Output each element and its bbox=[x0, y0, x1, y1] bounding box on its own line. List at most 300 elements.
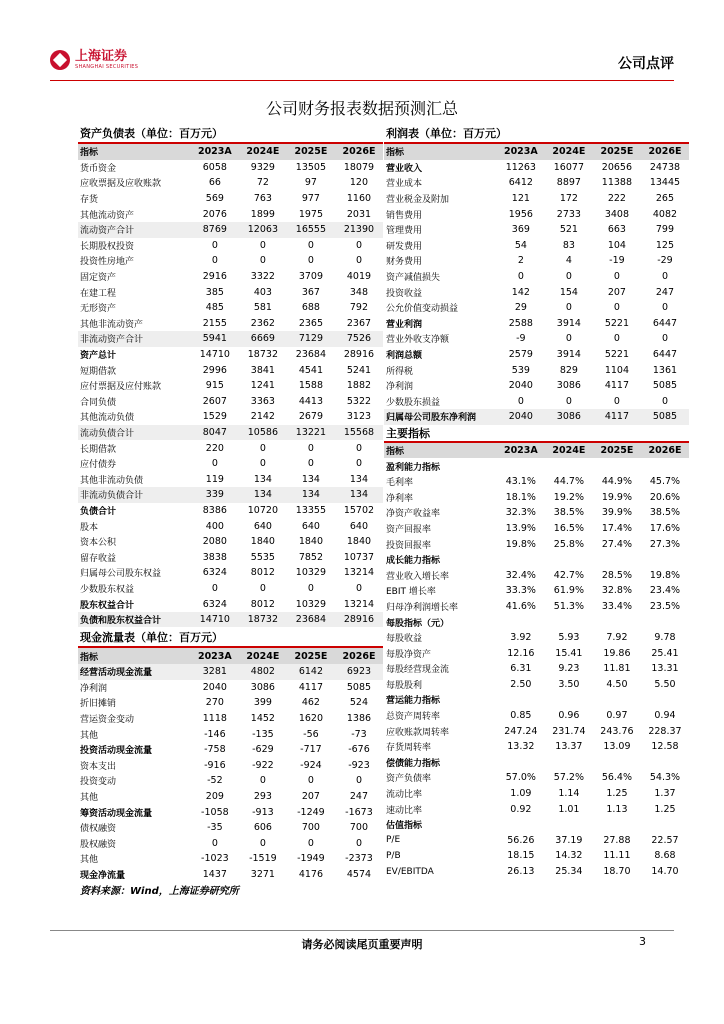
cell-value: 51.3% bbox=[553, 600, 584, 612]
cell-value: 2607 bbox=[202, 395, 227, 407]
cell-value: 0 bbox=[211, 239, 218, 251]
row-label: 投资回报率 bbox=[386, 540, 432, 551]
cell-value: 700 bbox=[349, 822, 369, 834]
cell-value: 83 bbox=[562, 239, 575, 251]
table-row bbox=[384, 770, 689, 786]
cell-value: -146 bbox=[204, 728, 226, 740]
cell-value: -717 bbox=[300, 744, 322, 756]
row-label: 无形资产 bbox=[80, 304, 117, 315]
table-row bbox=[384, 755, 689, 771]
table-row bbox=[78, 789, 383, 805]
cell-value: 18.1% bbox=[505, 491, 536, 503]
row-label: 营业外收支净额 bbox=[386, 335, 450, 346]
cell-value: 11388 bbox=[601, 177, 633, 189]
table-row bbox=[78, 425, 383, 441]
cell-value: 9.23 bbox=[558, 663, 580, 675]
cell-value: 209 bbox=[205, 791, 224, 803]
cell-value: 1.09 bbox=[510, 788, 532, 800]
cell-value: 0 bbox=[355, 775, 362, 787]
cell-value: 539 bbox=[511, 364, 530, 376]
row-label: 其他 bbox=[80, 730, 99, 741]
cell-value: 19.9% bbox=[601, 491, 633, 503]
cell-value: -629 bbox=[252, 744, 274, 756]
cell-value: 4019 bbox=[346, 271, 372, 283]
cell-value: 4117 bbox=[604, 380, 630, 392]
cell-value: 13214 bbox=[343, 598, 375, 610]
cell-value: 134 bbox=[287, 487, 335, 503]
row-label: 经营活动现金流量 bbox=[78, 664, 191, 680]
cell-value: 977 bbox=[301, 193, 320, 205]
row-label: 流动比率 bbox=[386, 790, 423, 801]
cell-value: 9329 bbox=[250, 161, 275, 173]
cell-value: 13.9% bbox=[505, 522, 536, 534]
table-row bbox=[384, 347, 689, 363]
cell-value: 2679 bbox=[298, 411, 324, 423]
cell-value: 8386 bbox=[202, 504, 227, 516]
row-label: 现金净流量 bbox=[80, 871, 126, 882]
table-row bbox=[78, 440, 383, 456]
row-label: 在建工程 bbox=[80, 288, 117, 299]
cell-value: 24738 bbox=[649, 161, 681, 173]
table-row bbox=[384, 191, 689, 207]
row-label: 估值指标 bbox=[386, 821, 423, 832]
table-row bbox=[384, 474, 689, 490]
cell-value: -1519 bbox=[249, 853, 277, 865]
row-label: 货币资金 bbox=[80, 163, 117, 174]
cell-value: 19.86 bbox=[603, 647, 631, 659]
cell-value: 4802 bbox=[239, 664, 287, 680]
column-header: 指标 bbox=[384, 442, 497, 459]
cell-value bbox=[545, 755, 593, 771]
table-row bbox=[78, 836, 383, 852]
cell-value bbox=[545, 692, 593, 708]
cell-value: 339 bbox=[191, 487, 239, 503]
cell-value: 1840 bbox=[298, 536, 324, 548]
cell-value: 3.50 bbox=[558, 678, 580, 690]
cell-value: 367 bbox=[301, 286, 320, 298]
cell-value: 0.92 bbox=[510, 803, 532, 815]
cell-value: 14.32 bbox=[555, 850, 583, 862]
cell-value: 0 bbox=[355, 255, 362, 267]
table-row bbox=[384, 284, 689, 300]
column-header: 2025E bbox=[287, 144, 335, 160]
cell-value: 32.4% bbox=[505, 569, 536, 581]
company-logo bbox=[50, 50, 138, 70]
cell-value: 44.9% bbox=[601, 476, 633, 488]
cell-value: 8012 bbox=[250, 598, 275, 610]
column-header: 2026E bbox=[641, 144, 689, 160]
balance-sheet-title: 资产负债表（单位：百万元） bbox=[80, 127, 223, 140]
cell-value: 134 bbox=[301, 473, 320, 485]
cell-value: 13445 bbox=[649, 177, 681, 189]
cell-value: 0 bbox=[211, 582, 218, 594]
cell-value bbox=[497, 552, 545, 568]
table-row bbox=[78, 394, 383, 410]
row-label: 负债和股东权益合计 bbox=[78, 612, 191, 628]
cell-value: 3322 bbox=[250, 271, 275, 283]
row-label: 股本 bbox=[80, 522, 99, 533]
cell-value: 4541 bbox=[298, 364, 324, 376]
cell-value: 6447 bbox=[652, 349, 678, 361]
cell-value: -35 bbox=[207, 822, 223, 834]
cell-value: 521 bbox=[559, 224, 578, 236]
row-label: 营业成本 bbox=[386, 179, 423, 190]
cell-value: 33.3% bbox=[505, 585, 536, 597]
column-header: 2023A bbox=[191, 648, 239, 664]
cell-value bbox=[497, 755, 545, 771]
row-label: P/E bbox=[386, 835, 401, 846]
cell-value: 2155 bbox=[202, 317, 227, 329]
row-label: 负债合计 bbox=[80, 506, 117, 517]
cell-value: 72 bbox=[256, 177, 269, 189]
cell-value: 462 bbox=[301, 697, 320, 709]
cell-value: 37.19 bbox=[555, 834, 583, 846]
cell-value: 13214 bbox=[343, 567, 375, 579]
column-header: 2025E bbox=[593, 144, 641, 160]
cell-value: 2.50 bbox=[510, 678, 532, 690]
row-label: 公允价值变动损益 bbox=[386, 304, 459, 315]
cell-value: 5221 bbox=[604, 349, 630, 361]
cell-value: -1673 bbox=[345, 806, 373, 818]
cell-value: -923 bbox=[348, 759, 370, 771]
row-label: 每股股利 bbox=[386, 680, 423, 691]
table-row bbox=[78, 742, 383, 758]
cell-value: 121 bbox=[511, 193, 530, 205]
cell-value: 0 bbox=[211, 837, 218, 849]
row-label: 股权融资 bbox=[80, 839, 117, 850]
row-label: 应收账款周转率 bbox=[386, 727, 450, 738]
cell-value: 10329 bbox=[295, 567, 327, 579]
table-row bbox=[384, 614, 689, 630]
column-header: 指标 bbox=[78, 144, 191, 160]
table-row bbox=[384, 692, 689, 708]
row-label: 营运资金变动 bbox=[80, 715, 135, 726]
cell-value: -19 bbox=[609, 255, 625, 267]
table-row bbox=[78, 471, 383, 487]
cell-value: 1.25 bbox=[654, 803, 676, 815]
cell-value bbox=[593, 817, 641, 833]
cell-value: 61.9% bbox=[553, 585, 584, 597]
cell-value: 688 bbox=[301, 302, 320, 314]
row-label: 研发费用 bbox=[386, 241, 423, 252]
row-label: 长期股权投资 bbox=[80, 241, 135, 252]
table-row bbox=[384, 567, 689, 583]
table-row bbox=[78, 549, 383, 565]
cell-value: -52 bbox=[207, 775, 223, 787]
cell-value: 0 bbox=[259, 837, 266, 849]
cell-value: 42.7% bbox=[553, 569, 584, 581]
table-row bbox=[78, 269, 383, 285]
cell-value: 2367 bbox=[346, 317, 372, 329]
row-label: 资产减值损失 bbox=[386, 273, 441, 284]
cell-value: 4117 bbox=[593, 409, 641, 425]
column-header: 2025E bbox=[287, 648, 335, 664]
cell-value: 19.8% bbox=[649, 569, 681, 581]
cell-value: 606 bbox=[253, 822, 272, 834]
cell-value: -56 bbox=[303, 728, 319, 740]
cell-value bbox=[641, 817, 689, 833]
document-title: 公司财务报表数据预测汇总 bbox=[265, 99, 458, 118]
cell-value: 6324 bbox=[202, 598, 227, 610]
table-row bbox=[78, 331, 383, 347]
cell-value: -2373 bbox=[345, 853, 373, 865]
cell-value: -758 bbox=[204, 744, 226, 756]
cell-value: -9 bbox=[516, 333, 526, 345]
cell-value: 11263 bbox=[505, 161, 536, 173]
cell-value: 640 bbox=[253, 520, 272, 532]
cell-value: 1588 bbox=[298, 380, 324, 392]
cell-value: 16555 bbox=[287, 222, 335, 238]
cell-value: 1840 bbox=[346, 536, 372, 548]
cell-value: 0 bbox=[661, 271, 668, 283]
row-label: 少数股东损益 bbox=[386, 397, 441, 408]
cell-value: 19.2% bbox=[553, 491, 584, 503]
cell-value: -73 bbox=[351, 728, 367, 740]
table-row bbox=[78, 409, 383, 425]
cell-value: 23684 bbox=[287, 612, 335, 628]
table-row bbox=[78, 664, 383, 680]
cell-value: 3.92 bbox=[510, 632, 532, 644]
row-label: 销售费用 bbox=[386, 210, 423, 221]
row-label: 营业收入 bbox=[386, 163, 423, 174]
cell-value: 25.34 bbox=[555, 866, 583, 878]
row-label: 存货 bbox=[80, 195, 99, 206]
table-row bbox=[384, 521, 689, 537]
cell-value bbox=[497, 458, 545, 474]
row-label: 少数股东权益 bbox=[80, 584, 135, 595]
cell-value: 13505 bbox=[295, 161, 327, 173]
cell-value: 172 bbox=[559, 193, 578, 205]
table-header-row bbox=[384, 144, 689, 160]
row-label: 其他 bbox=[80, 855, 99, 866]
row-label: EBIT 增长率 bbox=[386, 587, 436, 598]
cell-value: 403 bbox=[253, 286, 272, 298]
cell-value: -924 bbox=[300, 759, 322, 771]
cell-value: 0 bbox=[259, 442, 266, 454]
income-statement-title: 利润表（单位：百万元） bbox=[386, 127, 507, 140]
cell-value: 27.88 bbox=[603, 834, 631, 846]
cell-value: 5085 bbox=[346, 681, 372, 693]
cell-value: 3363 bbox=[250, 395, 275, 407]
cell-value: 26.13 bbox=[507, 866, 535, 878]
cell-value: 1975 bbox=[298, 208, 324, 220]
row-label: 非流动资产合计 bbox=[78, 331, 191, 347]
cell-value: 0 bbox=[307, 239, 314, 251]
cell-value: 5085 bbox=[641, 409, 689, 425]
cell-value: 1.13 bbox=[606, 803, 628, 815]
cell-value: 2080 bbox=[202, 536, 227, 548]
cell-value: 6324 bbox=[202, 567, 227, 579]
cell-value: 12.58 bbox=[651, 741, 679, 753]
row-label: 存货周转率 bbox=[386, 743, 432, 754]
table-row bbox=[78, 758, 383, 774]
row-label: 利润总额 bbox=[386, 351, 423, 362]
cell-value: 2076 bbox=[202, 208, 227, 220]
table-row bbox=[78, 238, 383, 254]
cell-value: 44.7% bbox=[553, 476, 584, 488]
cell-value bbox=[641, 552, 689, 568]
table-row bbox=[384, 175, 689, 191]
disclaimer: 请务必阅读尾页重要声明 bbox=[301, 938, 423, 951]
row-label: 其他流动负债 bbox=[80, 413, 135, 424]
cell-value: 28916 bbox=[343, 349, 375, 361]
row-label: 每股净资产 bbox=[386, 649, 432, 660]
cell-value: 14710 bbox=[199, 349, 230, 361]
row-label: 应收票据及应收账款 bbox=[80, 179, 162, 190]
cell-value: 0 bbox=[307, 458, 314, 470]
cell-value: 5941 bbox=[191, 331, 239, 347]
cell-value: 400 bbox=[205, 520, 224, 532]
right-column bbox=[384, 126, 689, 879]
table-row bbox=[78, 487, 383, 503]
row-label: 净资产收益率 bbox=[386, 509, 441, 520]
row-label: 投资变动 bbox=[80, 777, 117, 788]
table-header-row bbox=[384, 442, 689, 459]
cell-value: -1249 bbox=[297, 806, 325, 818]
cell-value: 1899 bbox=[250, 208, 275, 220]
cell-value: 56.4% bbox=[601, 772, 633, 784]
cell-value bbox=[593, 755, 641, 771]
cell-value bbox=[593, 552, 641, 568]
table-row bbox=[78, 316, 383, 332]
cell-value: 43.1% bbox=[505, 476, 536, 488]
cell-value: 125 bbox=[655, 239, 675, 251]
cell-value: 0 bbox=[565, 271, 572, 283]
cell-value: 134 bbox=[239, 487, 287, 503]
cell-value: 3914 bbox=[556, 349, 581, 361]
row-label: 每股指标（元） bbox=[386, 618, 450, 629]
cell-value: 663 bbox=[607, 224, 626, 236]
cell-value: 2579 bbox=[508, 349, 533, 361]
cell-value: 13.37 bbox=[555, 741, 583, 753]
cell-value: 5.93 bbox=[558, 632, 580, 644]
cell-value: 0 bbox=[613, 271, 620, 283]
table-row bbox=[78, 175, 383, 191]
balance-sheet-table bbox=[78, 144, 383, 627]
column-header: 指标 bbox=[384, 144, 497, 160]
cell-value: 0 bbox=[307, 442, 314, 454]
table-row bbox=[384, 661, 689, 677]
table-row bbox=[384, 708, 689, 724]
table-row bbox=[78, 680, 383, 696]
cell-value: 22.57 bbox=[651, 834, 679, 846]
row-label: 净利率 bbox=[386, 493, 414, 504]
cell-value: 2362 bbox=[250, 317, 275, 329]
cell-value: 18079 bbox=[343, 161, 375, 173]
table-row bbox=[384, 599, 689, 615]
table-row bbox=[78, 206, 383, 222]
table-row bbox=[78, 695, 383, 711]
row-label: 合同负债 bbox=[80, 397, 117, 408]
column-header: 2023A bbox=[191, 144, 239, 160]
cashflow-title: 现金流量表（单位：百万元） bbox=[80, 631, 223, 645]
table-row bbox=[384, 677, 689, 693]
row-label: 成长能力指标 bbox=[386, 556, 441, 567]
cell-value: 4.50 bbox=[606, 678, 628, 690]
cell-value: 10329 bbox=[295, 598, 327, 610]
cell-value: 2142 bbox=[250, 411, 275, 423]
cell-value: 1452 bbox=[250, 713, 275, 725]
table-row bbox=[384, 723, 689, 739]
column-header: 2024E bbox=[239, 144, 287, 160]
cell-value: 0 bbox=[661, 395, 668, 407]
cashflow-table bbox=[78, 648, 383, 882]
cell-value: 0 bbox=[565, 302, 572, 314]
cell-value bbox=[593, 458, 641, 474]
cell-value: 23.5% bbox=[649, 600, 681, 612]
table-row bbox=[78, 160, 383, 176]
cell-value: 0 bbox=[211, 255, 218, 267]
cell-value: 6.31 bbox=[510, 663, 532, 675]
table-row bbox=[78, 726, 383, 742]
cell-value: 134 bbox=[253, 473, 272, 485]
cell-value: 2365 bbox=[298, 317, 324, 329]
cell-value: 4082 bbox=[652, 208, 678, 220]
cell-value bbox=[545, 614, 593, 630]
cell-value: 18.70 bbox=[603, 866, 631, 878]
row-label: 财务费用 bbox=[386, 257, 423, 268]
cell-value bbox=[545, 817, 593, 833]
cell-value: 14.70 bbox=[651, 866, 679, 878]
table-row bbox=[384, 206, 689, 222]
cell-value: 0 bbox=[517, 395, 524, 407]
cell-value: 369 bbox=[511, 224, 530, 236]
cell-value: 27.4% bbox=[601, 538, 633, 550]
cell-value: 3271 bbox=[250, 869, 275, 881]
cell-value: 1361 bbox=[652, 364, 678, 376]
table-row bbox=[384, 848, 689, 864]
column-header: 2025E bbox=[593, 442, 641, 459]
row-label: 筹资活动现金流量 bbox=[80, 808, 153, 819]
table-row bbox=[384, 801, 689, 817]
cell-value: 3281 bbox=[191, 664, 239, 680]
row-label: 其他非流动资产 bbox=[80, 319, 144, 330]
table-row bbox=[384, 300, 689, 316]
cell-value: 0 bbox=[307, 775, 314, 787]
cell-value: 5241 bbox=[346, 364, 372, 376]
report-type: 公司点评 bbox=[618, 56, 674, 72]
cell-value bbox=[641, 692, 689, 708]
cell-value: 21390 bbox=[335, 222, 383, 238]
cell-value: 0 bbox=[259, 775, 266, 787]
cell-value: 6142 bbox=[287, 664, 335, 680]
cell-value: 13.31 bbox=[651, 663, 679, 675]
page-header bbox=[50, 50, 674, 81]
cell-value: 247.24 bbox=[504, 725, 538, 737]
column-header: 2023A bbox=[497, 144, 545, 160]
cell-value bbox=[545, 552, 593, 568]
cell-value: 5.50 bbox=[654, 678, 676, 690]
table-row bbox=[384, 552, 689, 568]
cell-value: 2040 bbox=[202, 681, 227, 693]
table-row bbox=[78, 596, 383, 612]
column-header: 2024E bbox=[545, 442, 593, 459]
row-label: 偿债能力指标 bbox=[386, 758, 441, 769]
cell-value: 10586 bbox=[239, 425, 287, 441]
cell-value: 8769 bbox=[191, 222, 239, 238]
table-row bbox=[384, 316, 689, 332]
cell-value: -922 bbox=[252, 759, 274, 771]
row-label: 所得税 bbox=[386, 366, 414, 377]
cell-value: 13355 bbox=[295, 504, 327, 516]
cell-value: 3838 bbox=[202, 551, 227, 563]
cell-value: 3709 bbox=[298, 271, 324, 283]
table-row bbox=[78, 456, 383, 472]
cell-value: 2733 bbox=[556, 208, 581, 220]
table-row bbox=[78, 347, 383, 363]
cell-value: 792 bbox=[349, 302, 369, 314]
logo-icon bbox=[50, 50, 70, 70]
